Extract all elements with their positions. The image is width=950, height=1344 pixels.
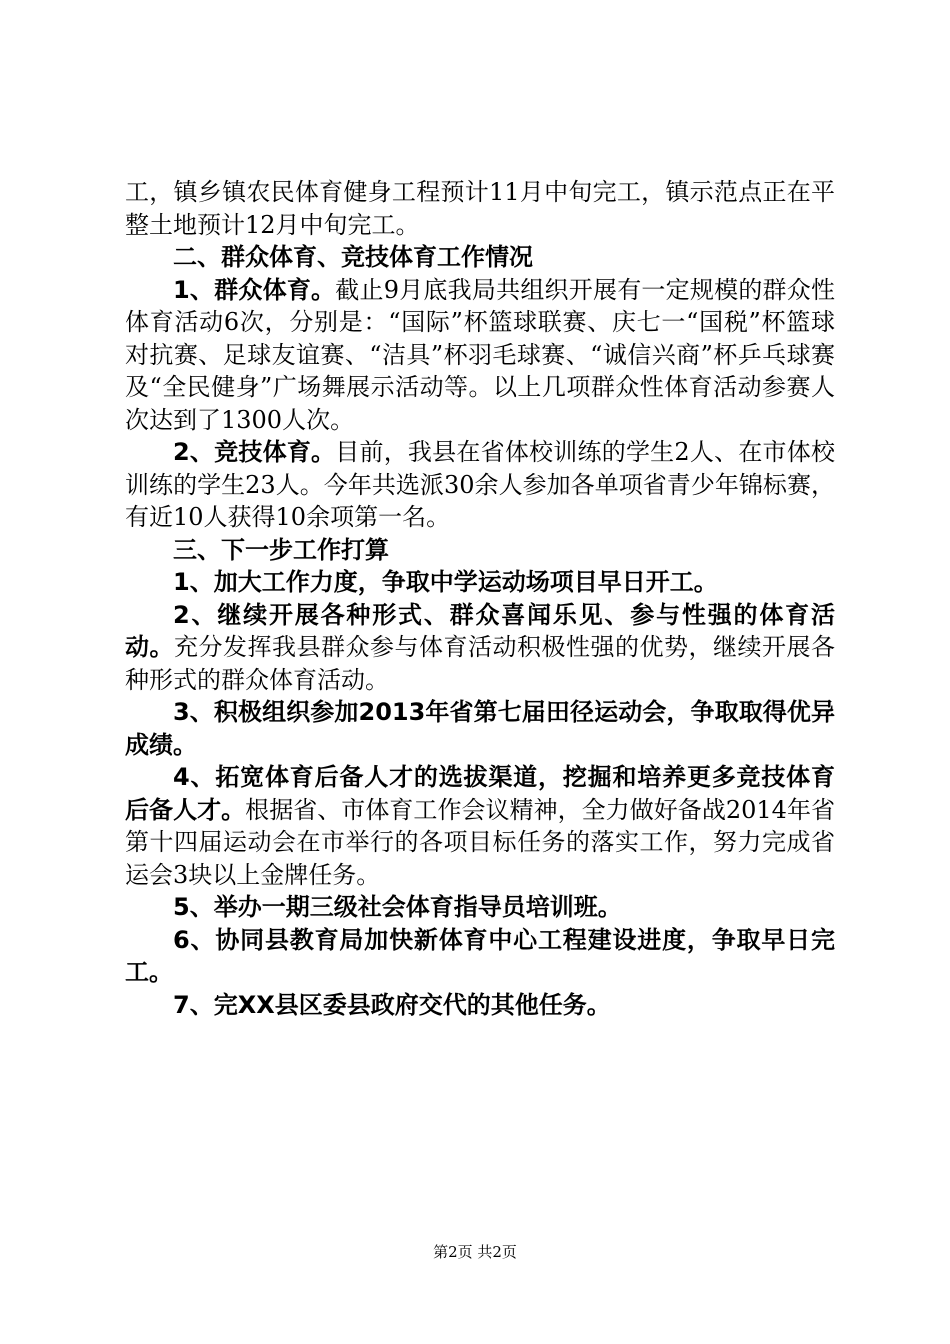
document-body bbox=[125, 176, 835, 1021]
section-heading-2: 二、群众体育、竞技体育工作情况 bbox=[173, 243, 533, 271]
plan-item-2 bbox=[125, 599, 835, 697]
item-body: 根据省、市体育工作会议精神，全力做好备战2014年省第十四届运动会在市举行的各项目标任务的落实工作，努力完成省运会3块以上金牌任务。 bbox=[125, 795, 835, 889]
item-lead: 4、拓宽体育后备人才的选拔渠道，挖掘和培养更多竞技体育后备人才。 bbox=[125, 763, 835, 824]
plan-item-1: 1、加大工作力度，争取中学运动场项目早日开工。 bbox=[173, 568, 718, 596]
paragraph-body: 截止9月底我局共组织开展有一定规模的群众性体育活动6次，分别是：“国际”杯篮球联赛、庆七一“国税”杯篮球对抗赛、足球友谊赛、“洁具”杯羽毛球赛、“诚信兴商”杯乒乓球赛及“全民健身”广场舞展示活动等。以上几项群众性体育活动参赛人次达到了1300人次。 bbox=[125, 275, 835, 434]
paragraph-lead: 1、群众体育。 bbox=[173, 275, 336, 304]
paragraph-body: 目前，我县在省体校训练的学生2人、在市体校训练的学生23人。今年共选派30余人参加各单项省青少年锦标赛，有近10人获得10余项第一名。 bbox=[125, 438, 835, 531]
plan-item-5: 5、举办一期三级社会体育指导员培训班。 bbox=[173, 893, 622, 921]
plan-item-7: 7、完XX县区委县政府交代的其他任务。 bbox=[173, 990, 611, 1019]
paragraph-mass-sports bbox=[125, 274, 835, 437]
plan-item-3: 3、积极组织参加2013年省第七届田径运动会，争取取得优异成绩。 bbox=[125, 698, 835, 759]
paragraph-lead: 2、竞技体育。 bbox=[173, 438, 336, 466]
paragraph-competitive-sports bbox=[125, 436, 835, 534]
plan-item-6: 6、协同县教育局加快新体育中心工程建设进度，争取早日完工。 bbox=[125, 925, 835, 986]
item-body: 充分发挥我县群众参与体育活动积极性强的优势，继续开展各种形式的群众体育活动。 bbox=[125, 633, 835, 694]
plan-item-4 bbox=[125, 761, 835, 891]
paragraph-continuation: 工，镇乡镇农民体育健身工程预计11月中旬完工，镇示范点正在平整土地预计12月中旬完工。 bbox=[125, 178, 835, 239]
page-footer: 第2页 共2页 bbox=[433, 1243, 517, 1261]
section-heading-3: 三、下一步工作打算 bbox=[173, 535, 389, 564]
item-lead: 2、继续开展各种形式、群众喜闻乐见、参与性强的体育活动。 bbox=[125, 600, 835, 661]
